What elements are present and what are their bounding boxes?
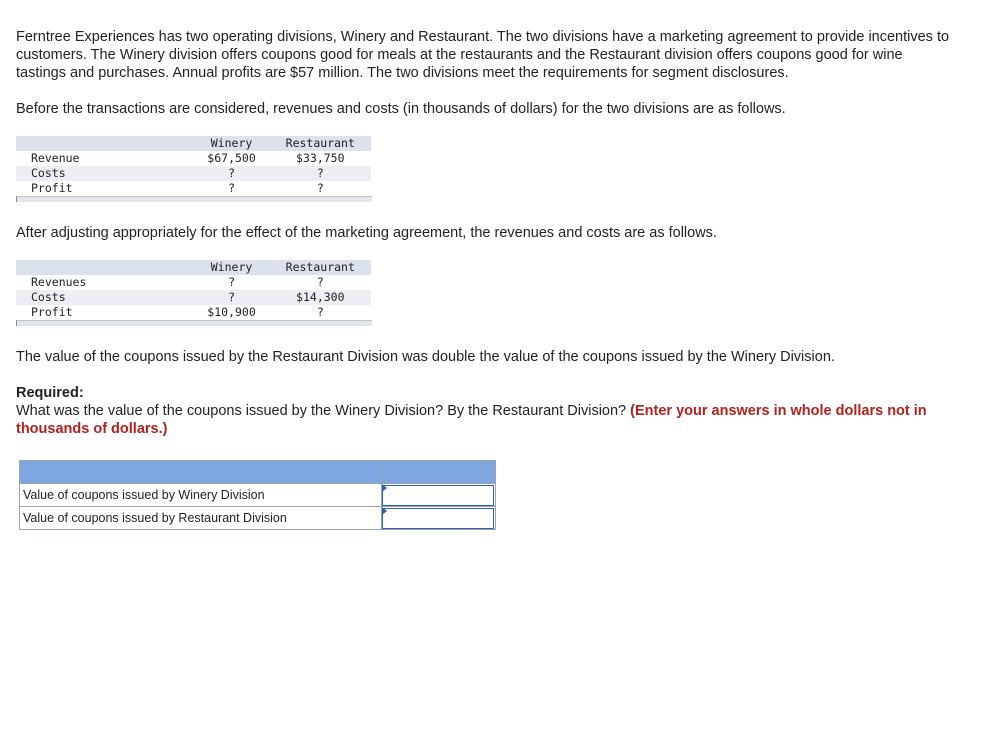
winery-header: Winery	[194, 136, 270, 151]
answer-row-winery	[20, 484, 496, 507]
restaurant-coupon-label: Value of coupons issued by Restaurant Division	[20, 507, 382, 530]
before-paragraph: Before the transactions are considered, revenues and costs (in thousands of dollars) for the two divisions are as follows.	[16, 101, 786, 117]
answer-instruction: (Enter your answers in whole dollars not in thousands of dollars.)	[16, 403, 927, 437]
table-row: Revenue $67,500 $33,750	[16, 151, 371, 166]
table-row: Costs ? $14,300	[16, 290, 371, 305]
table-header-row	[16, 136, 371, 151]
winery-coupon-label: Value of coupons issued by Winery Division	[20, 484, 382, 507]
after-table	[16, 260, 371, 320]
answer-table-header	[20, 461, 496, 484]
restaurant-header: Restaurant	[270, 136, 371, 151]
input-marker-icon	[382, 507, 387, 515]
table-footer-bar	[16, 320, 372, 326]
required-question: What was the value of the coupons issued by the Winery Division? By the Restaurant Division? (Enter your answers in whole dollars not in thousands of dollars.)	[16, 403, 927, 437]
table-row: Costs ? ?	[16, 166, 371, 181]
table-row: Profit $10,900 ?	[16, 305, 371, 320]
restaurant-header: Restaurant	[270, 260, 371, 275]
table-row: Revenues ? ?	[16, 275, 371, 290]
answer-table	[19, 460, 496, 530]
table-footer-bar	[16, 196, 372, 202]
coupon-paragraph: The value of the coupons issued by the Restaurant Division was double the value of the coupons issued by the Winery Division.	[16, 349, 835, 365]
input-marker-icon	[382, 484, 387, 492]
winery-coupon-input[interactable]	[382, 485, 494, 506]
winery-header: Winery	[194, 260, 270, 275]
before-table	[16, 136, 371, 196]
required-heading: Required:	[16, 385, 84, 401]
answer-row-restaurant	[20, 507, 496, 530]
after-paragraph: After adjusting appropriately for the effect of the marketing agreement, the revenues and costs are as follows.	[16, 225, 717, 241]
table-row: Profit ? ?	[16, 181, 371, 196]
intro-paragraph: Ferntree Experiences has two operating divisions, Winery and Restaurant. The two divisions have a marketing agreement to provide incentives to customers. The Winery division offers coupons good for meals at the restaurants and the Restaurant division offers coupons good for wine tastings and purchases. Annual profits are $57 million. The two divisions meet the requirements for segment disclosures.	[16, 29, 950, 81]
table-header-row	[16, 260, 371, 275]
restaurant-coupon-input[interactable]	[382, 508, 494, 529]
